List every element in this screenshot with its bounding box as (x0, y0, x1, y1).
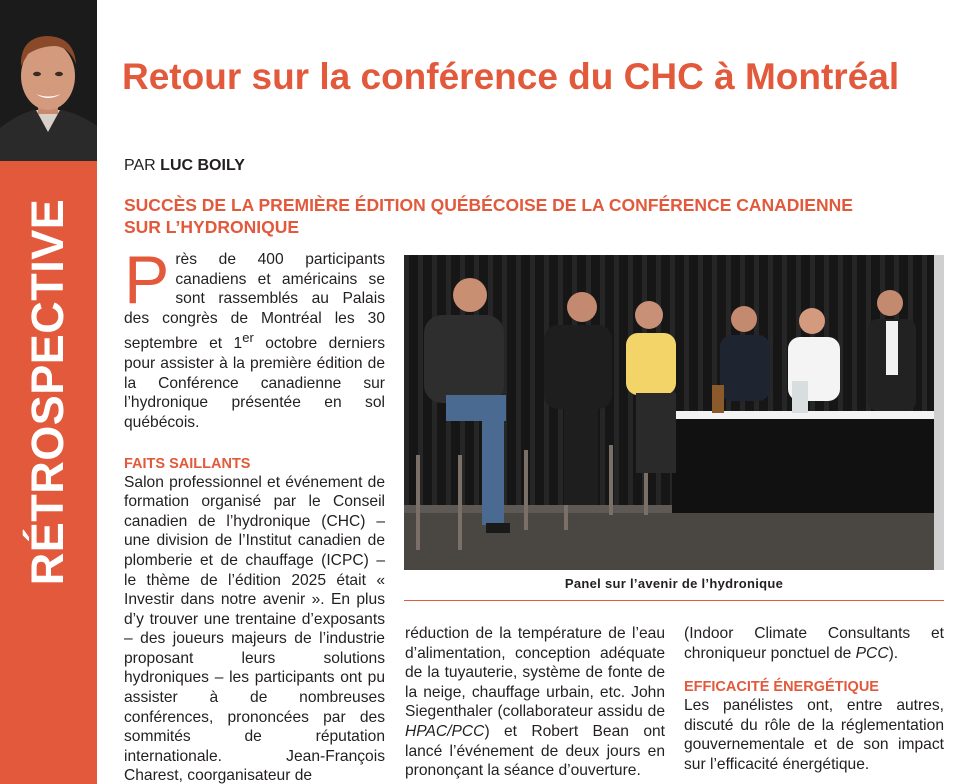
column-3 (684, 624, 944, 775)
column-1 (124, 242, 385, 784)
column-2 (405, 624, 665, 781)
panel-photo (404, 255, 944, 570)
column-3-paragraph (684, 624, 944, 663)
paragraph-faits-saillants: Salon professionnel et événement de formation organisé par le Conseil canadien de l’hydronique (CHC) – une division de l’Institut canadien de plomberie et de chauffage (ICPC) – le thème de l’édition 2025 était « Investir dans notre avenir ». En plus d’y trouver une trentaine d’exposants – des joueurs majeurs de l’industrie proposant leurs solutions hydroniques – les participants ont pu assister à de nombreuses conférences, prononcées par des sommités de réputation internationale. Jean-François Charest, coorganisateur de (124, 473, 385, 784)
heading-efficacite: EFFICACITÉ ÉNERGÉTIQUE (684, 679, 879, 696)
author-name: LUC BOILY (160, 157, 245, 174)
col2-text-a: réduction de la température de l’eau d’alimentation, conception adéquate de la tuyauterie, système de fonte de la neige, chauffage urbain, etc. John Siegenthaler (collaborateur assidu de (405, 625, 665, 721)
col3-italic: PCC (855, 644, 889, 662)
col2-text-b: ) et Robert Bean ont lancé l’événement de deux jours en prononçant la séance d’ouverture. (405, 722, 665, 780)
intro-text-b: octobre derniers pour assister à la première édition de la Conférence canadienne sur l’hydronique présentée en sol québécois. (124, 335, 385, 431)
col2-italic: HPAC/PCC (405, 722, 485, 740)
byline (124, 157, 245, 175)
col3-text-a: (Indoor Climate Consultants et chroniqueur ponctuel de (684, 625, 944, 662)
intro-superscript: er (242, 330, 254, 346)
article-title: Retour sur la conférence du CHC à Montréal (122, 56, 900, 97)
author-portrait (0, 0, 97, 161)
photo-caption: Panel sur l’avenir de l’hydronique (564, 576, 784, 591)
column-2-paragraph (405, 624, 665, 781)
section-label: RÉTROSPECTIVE (22, 198, 73, 586)
intro-paragraph (124, 242, 385, 433)
caption-divider (404, 600, 944, 601)
section-sidebar (0, 0, 97, 784)
heading-faits-saillants: FAITS SAILLANTS (124, 455, 251, 472)
article-subtitle: SUCCÈS DE LA PREMIÈRE ÉDITION QUÉBÉCOISE DE LA CONFÉRENCE CANADIENNE SUR L’HYDRONIQUE (124, 195, 853, 237)
col3-text-b: ). (888, 644, 899, 662)
intro-text-a: rès de 400 participants canadiens et américains se sont rassemblés au Palais des congrès de Montréal les 30 septembre et 1 (124, 251, 385, 353)
drop-cap: P (124, 242, 170, 318)
paragraph-efficacite: Les panélistes ont, entre autres, discuté du rôle de la réglementation gouvernementale et de son impact sur l’efficacité énergétique. (684, 697, 944, 773)
byline-prefix: PAR (124, 157, 156, 174)
